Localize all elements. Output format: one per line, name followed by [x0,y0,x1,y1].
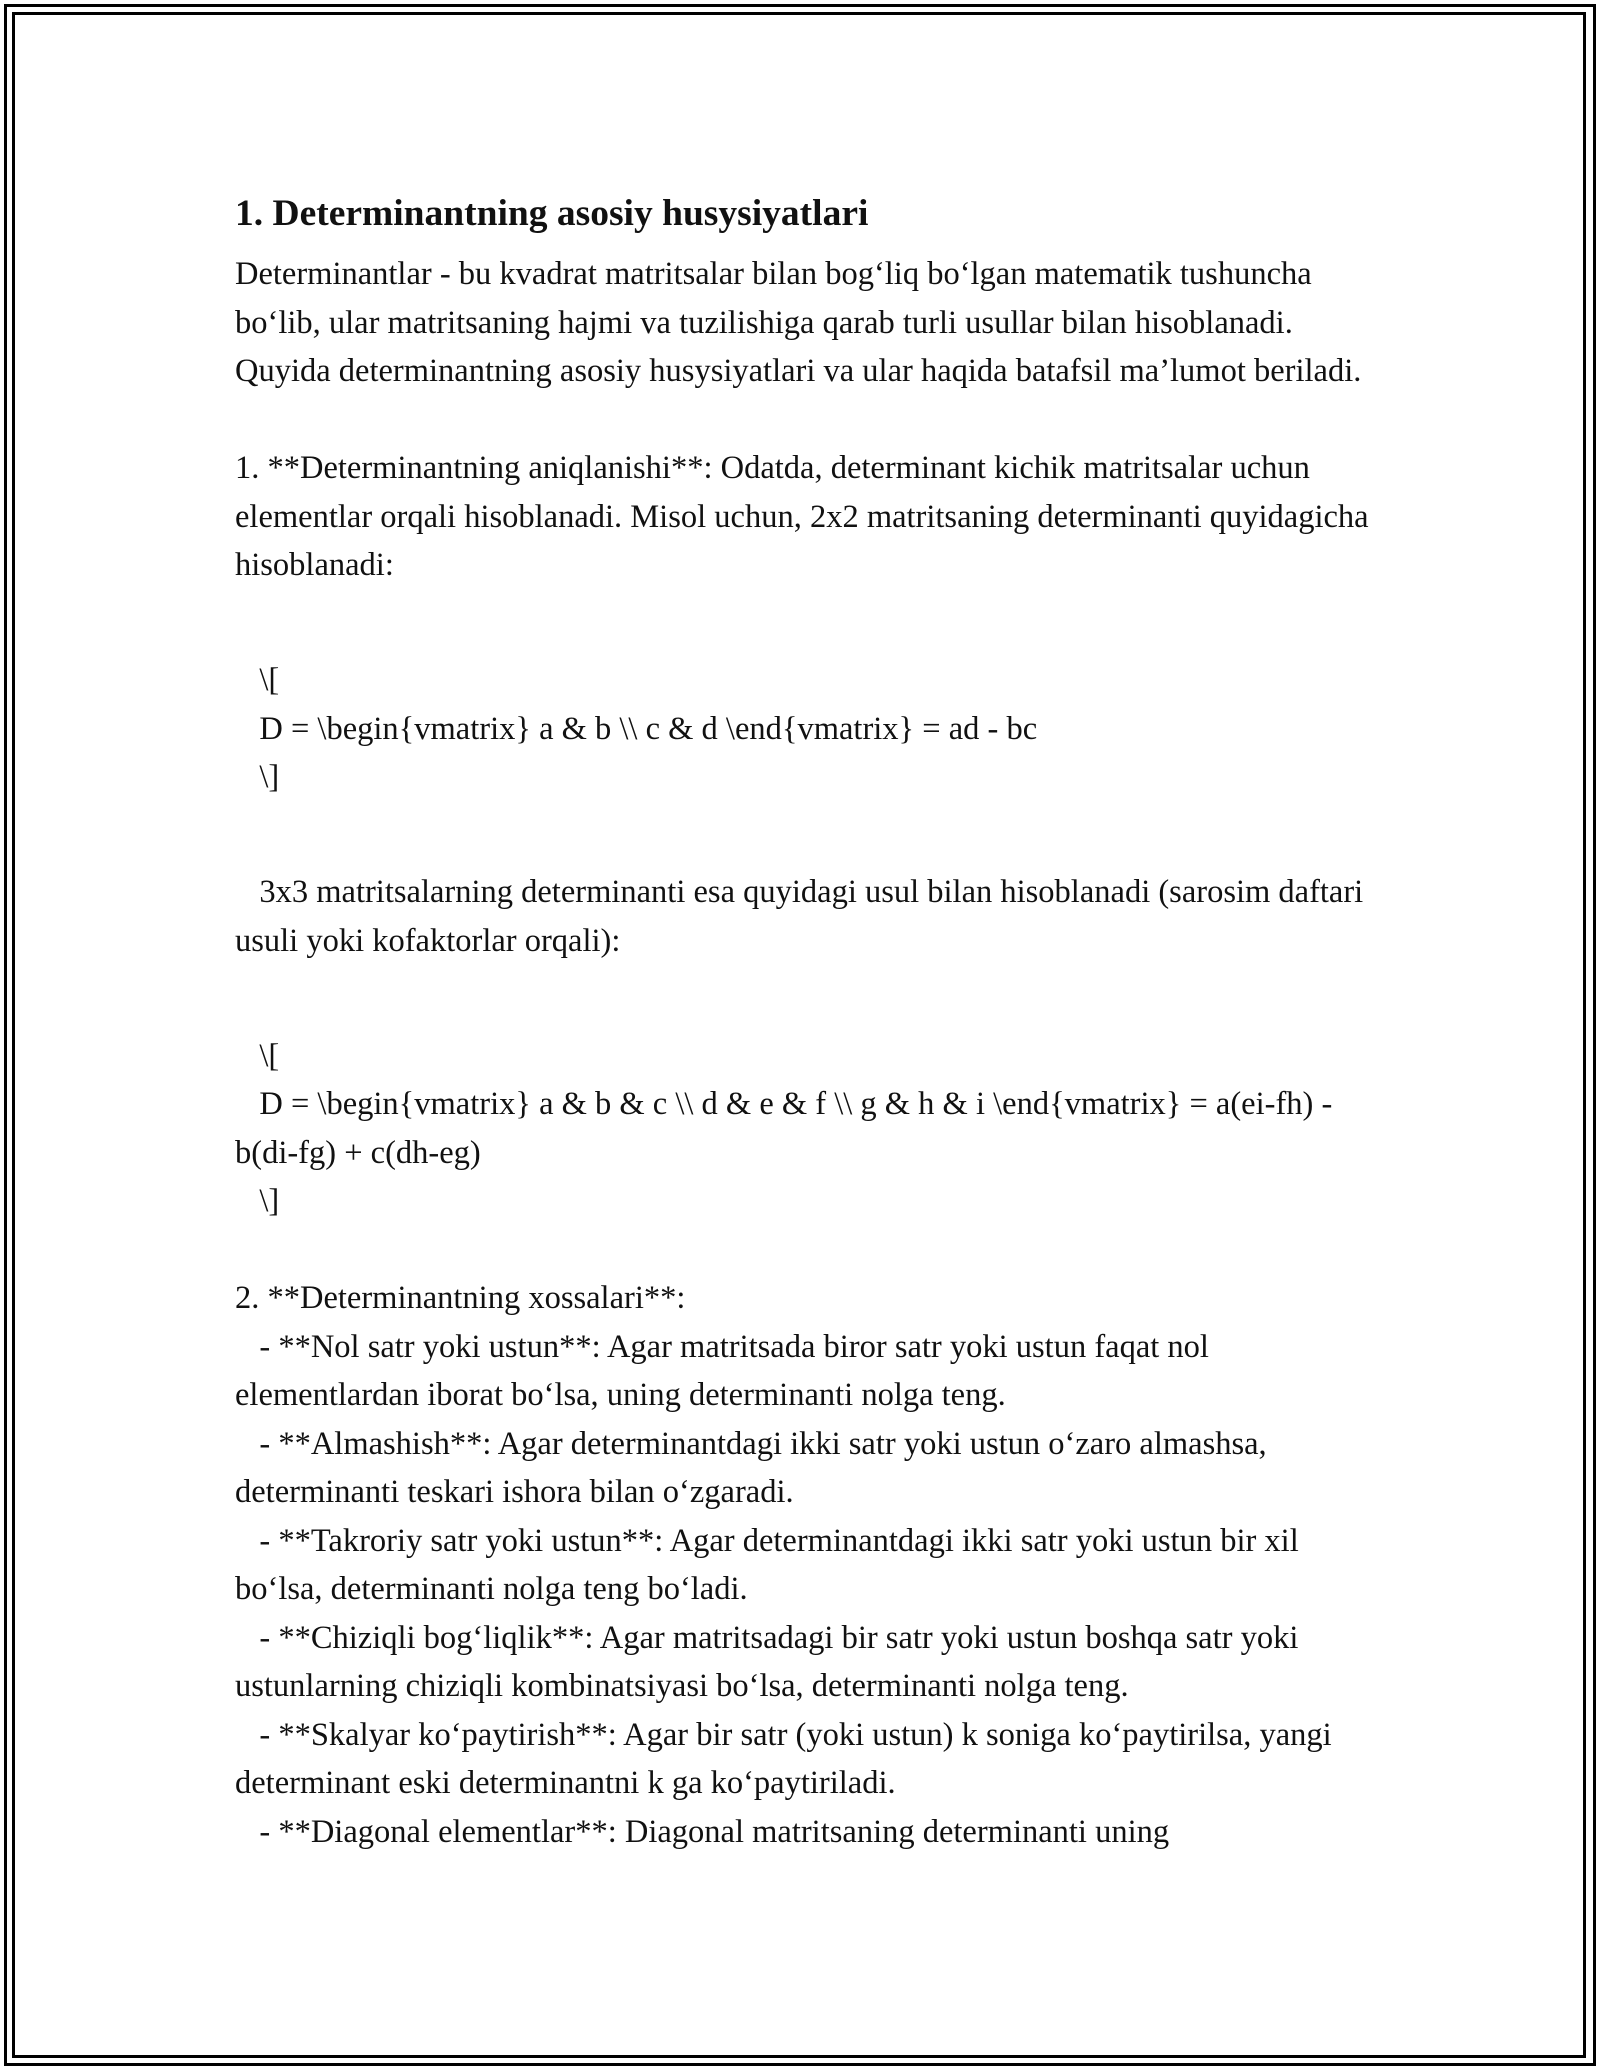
intro-paragraph: Determinantlar - bu kvadrat matritsalar bilan bog‘liq bo‘lgan matematik tushuncha bo‘lib, ular matritsaning hajmi va tuzilishiga qarab turli usullar bilan hisoblanadi. Quyida determinantning asosiy husysiyatlari va ular haqida batafsil ma’lumot beriladi. [235,256,1362,389]
paragraph-gap [235,638,1375,656]
definition-paragraph: 1. **Determinantning aniqlanishi**: Odatda, determinant kichik matritsalar uchun elementlar orqali hisoblanadi. Misol uchun, 2x2 matritsaning determinanti quyidagicha hisoblanadi: [235,450,1377,583]
paragraph-gap [235,396,1375,445]
formula-3x3: \[ D = \begin{vmatrix} a & b & c \\ d & e & f \\ g & h & i \end{vmatrix} = a(ei-fh) - b(di-fg) + c(dh-eg) \] [235,1037,1333,1219]
properties-list: 2. **Determinantning xossalari**: - **Nol satr yoki ustun**: Agar matritsada biror satr yoki ustun faqat nol elementlardan iborat bo‘lsa, uning determinanti nolga teng. - **Almashish**: Agar determinantdagi ikki satr yoki ustun o‘zaro almashsa, determinanti teskari ishora bilan o‘zgaradi. - **Takroriy satr yoki ustun**: Agar determinantdagi ikki satr yoki ustun bir xil bo‘lsa, determinanti nolga teng bo‘ladi. - **Chiziqli bog‘liqlik**: Agar matritsadagi bir satr yoki ustun boshqa satr yoki ustunlarning chiziqli kombinatsiyasi bo‘lsa, determinanti nolga teng. - **Skalyar ko‘paytirish**: Agar bir satr (yoki ustun) k soniga ko‘paytirilsa, yangi determinant eski determinantni k ga ko‘paytiriladi. - **Diagonal elementlar**: Diagonal matritsaning determinanti uning [235,1280,1332,1850]
intro-3x3-paragraph: 3x3 matritsalarning determinanti esa quyidagi usul bilan hisoblanadi (sarosim daftari usuli yoki kofaktorlar orqali): [235,874,1372,959]
paragraph-gap [235,850,1375,868]
section-heading: 1. Determinantning asosiy husysiyatlari [235,193,869,234]
paragraph-gap [235,590,1375,639]
paragraph-gap [235,1014,1375,1032]
paragraph-gap [235,965,1375,1014]
paragraph-gap [235,1226,1375,1275]
paragraph-gap [235,802,1375,851]
formula-2x2: \[ D = \begin{vmatrix} a & b \\ c & d \end{vmatrix} = ad - bc \] [259,662,1038,795]
document-body [235,186,1375,1856]
